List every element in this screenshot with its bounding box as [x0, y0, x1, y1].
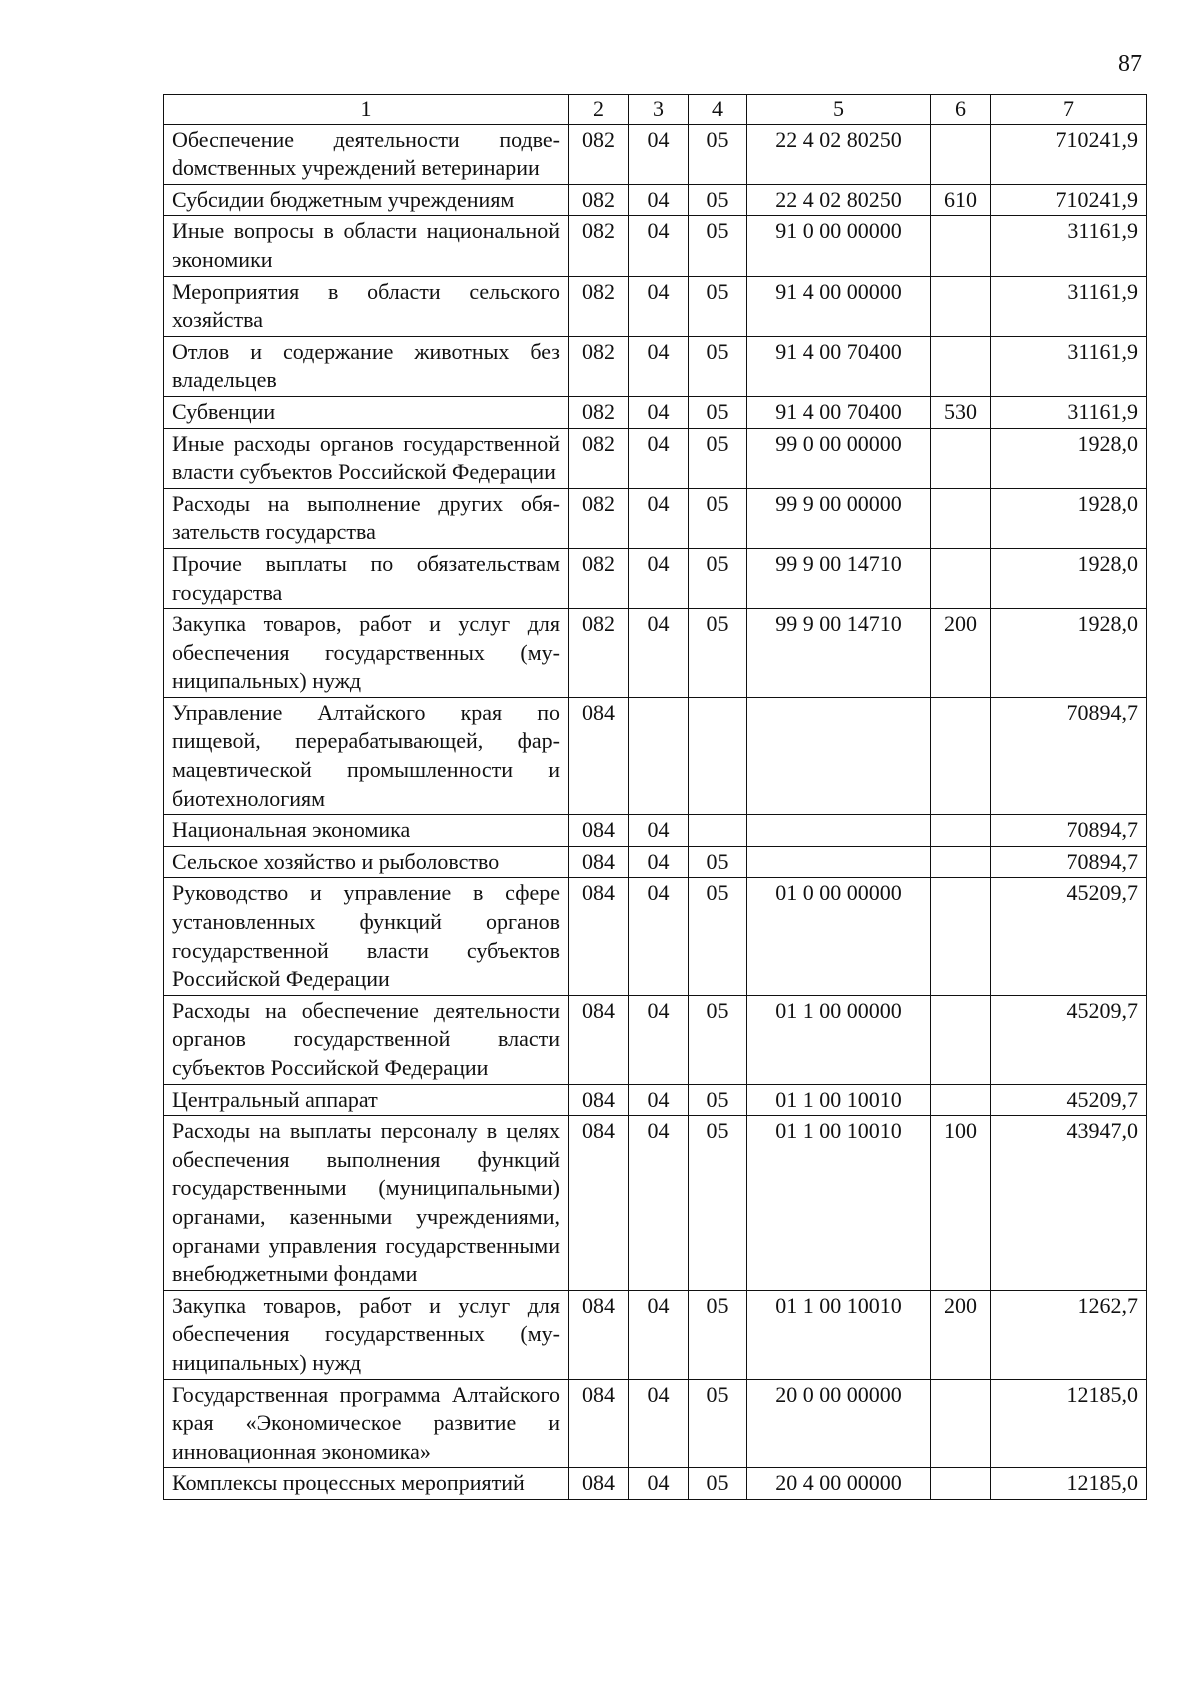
header-row: [164, 95, 1147, 125]
row-amount-cell: 12185,0: [991, 1379, 1147, 1468]
row-target-article-cell: 91 4 00 00000: [747, 276, 931, 336]
row-target-article-cell: 99 0 00 00000: [747, 428, 931, 488]
row-name-cell: Иные вопросы в области национальной экономики: [164, 216, 569, 276]
row-expense-type-cell: 530: [931, 396, 991, 428]
row-section-cell: 04: [629, 995, 689, 1084]
budget-table: [163, 94, 1147, 1500]
row-code-cell: 084: [569, 697, 629, 814]
row-amount-cell: 12185,0: [991, 1468, 1147, 1500]
table-row: [164, 216, 1147, 276]
row-target-article-cell: 91 0 00 00000: [747, 216, 931, 276]
row-expense-type-cell: 100: [931, 1116, 991, 1291]
row-name-cell: Расходы на выплаты персоналу в целях обеспечения выполнения функций государственными (муниципальными) органами, казенными учреждениями, органами управления государственными внебюджетными фондами: [164, 1116, 569, 1291]
row-target-article-cell: [747, 815, 931, 847]
row-section-cell: 04: [629, 609, 689, 698]
row-amount-cell: 1928,0: [991, 488, 1147, 548]
row-name-cell: Расходы на выполнение других обязательств государства: [164, 488, 569, 548]
row-target-article-cell: 01 1 00 10010: [747, 1116, 931, 1291]
row-expense-type-cell: [931, 846, 991, 878]
table-row: [164, 1116, 1147, 1291]
row-subsection-cell: 05: [689, 995, 747, 1084]
row-code-cell: 082: [569, 336, 629, 396]
row-name-cell: Обеспечение деятельности подвеdомственных учреждений ветеринарии: [164, 124, 569, 184]
row-code-cell: 082: [569, 124, 629, 184]
row-section-cell: 04: [629, 276, 689, 336]
column-header-2: 2: [569, 95, 629, 125]
row-target-article-cell: 91 4 00 70400: [747, 396, 931, 428]
row-target-article-cell: 01 1 00 10010: [747, 1290, 931, 1379]
row-section-cell: 04: [629, 396, 689, 428]
row-code-cell: 084: [569, 1468, 629, 1500]
row-amount-cell: 70894,7: [991, 697, 1147, 814]
column-header-7: 7: [991, 95, 1147, 125]
row-amount-cell: 1928,0: [991, 609, 1147, 698]
row-subsection-cell: 05: [689, 488, 747, 548]
row-expense-type-cell: [931, 276, 991, 336]
row-code-cell: 084: [569, 1290, 629, 1379]
row-target-article-cell: 22 4 02 80250: [747, 184, 931, 216]
row-name-cell: Закупка товаров, работ и услуг для обеспечения государственных (муниципальных) нужд: [164, 1290, 569, 1379]
row-section-cell: 04: [629, 846, 689, 878]
row-subsection-cell: 05: [689, 428, 747, 488]
row-expense-type-cell: [931, 995, 991, 1084]
row-name-cell: Отлов и содержание животных без владельцев: [164, 336, 569, 396]
table-row: [164, 184, 1147, 216]
column-header-5: 5: [747, 95, 931, 125]
row-subsection-cell: 05: [689, 1290, 747, 1379]
table-row: [164, 609, 1147, 698]
row-section-cell: 04: [629, 124, 689, 184]
page-number: 87: [1118, 51, 1142, 77]
row-amount-cell: 1928,0: [991, 428, 1147, 488]
row-subsection-cell: 05: [689, 1468, 747, 1500]
row-name-cell: Руководство и управление в сфере установленных функций органов государственной власти субъектов Российской Федерации: [164, 878, 569, 995]
table-row: [164, 1290, 1147, 1379]
table-row: [164, 548, 1147, 608]
row-subsection-cell: 05: [689, 216, 747, 276]
row-section-cell: 04: [629, 184, 689, 216]
table-row: [164, 846, 1147, 878]
table-row: [164, 396, 1147, 428]
row-section-cell: 04: [629, 815, 689, 847]
row-section-cell: 04: [629, 216, 689, 276]
table-row: [164, 276, 1147, 336]
row-section-cell: 04: [629, 336, 689, 396]
row-code-cell: 082: [569, 548, 629, 608]
row-code-cell: 082: [569, 488, 629, 548]
row-code-cell: 084: [569, 815, 629, 847]
row-section-cell: 04: [629, 1468, 689, 1500]
row-amount-cell: 70894,7: [991, 815, 1147, 847]
row-amount-cell: 45209,7: [991, 878, 1147, 995]
column-header-1: 1: [164, 95, 569, 125]
row-expense-type-cell: [931, 124, 991, 184]
row-name-cell: Управление Алтайского края по пищевой, перерабатывающей, фармацевтической промышленности и биотехнологиям: [164, 697, 569, 814]
row-amount-cell: 31161,9: [991, 396, 1147, 428]
column-header-4: 4: [689, 95, 747, 125]
row-code-cell: 084: [569, 995, 629, 1084]
row-code-cell: 084: [569, 1116, 629, 1291]
table-row: [164, 124, 1147, 184]
row-expense-type-cell: [931, 336, 991, 396]
row-expense-type-cell: [931, 428, 991, 488]
row-target-article-cell: [747, 697, 931, 814]
row-expense-type-cell: [931, 697, 991, 814]
row-name-cell: Центральный аппарат: [164, 1084, 569, 1116]
row-amount-cell: 45209,7: [991, 995, 1147, 1084]
row-amount-cell: 45209,7: [991, 1084, 1147, 1116]
table-row: [164, 1379, 1147, 1468]
row-expense-type-cell: [931, 488, 991, 548]
table-body: [164, 124, 1147, 1499]
row-subsection-cell: 05: [689, 1379, 747, 1468]
row-amount-cell: 31161,9: [991, 276, 1147, 336]
row-target-article-cell: 99 9 00 14710: [747, 609, 931, 698]
row-subsection-cell: [689, 697, 747, 814]
row-name-cell: Субвенции: [164, 396, 569, 428]
row-section-cell: [629, 697, 689, 814]
table-header: [164, 95, 1147, 125]
row-subsection-cell: 05: [689, 336, 747, 396]
row-expense-type-cell: 200: [931, 1290, 991, 1379]
row-subsection-cell: 05: [689, 609, 747, 698]
row-expense-type-cell: [931, 548, 991, 608]
row-code-cell: 082: [569, 216, 629, 276]
row-target-article-cell: 01 0 00 00000: [747, 878, 931, 995]
row-code-cell: 084: [569, 846, 629, 878]
row-code-cell: 082: [569, 609, 629, 698]
row-subsection-cell: [689, 815, 747, 847]
row-name-cell: Комплексы процессных мероприятий: [164, 1468, 569, 1500]
row-section-cell: 04: [629, 1379, 689, 1468]
row-section-cell: 04: [629, 1290, 689, 1379]
row-expense-type-cell: [931, 815, 991, 847]
row-subsection-cell: 05: [689, 878, 747, 995]
row-amount-cell: 70894,7: [991, 846, 1147, 878]
table-row: [164, 878, 1147, 995]
row-target-article-cell: 99 9 00 00000: [747, 488, 931, 548]
row-subsection-cell: 05: [689, 276, 747, 336]
table-row: [164, 1468, 1147, 1500]
row-name-cell: Мероприятия в области сельского хозяйства: [164, 276, 569, 336]
table-row: [164, 428, 1147, 488]
row-amount-cell: 43947,0: [991, 1116, 1147, 1291]
row-section-cell: 04: [629, 878, 689, 995]
row-target-article-cell: 20 4 00 00000: [747, 1468, 931, 1500]
row-amount-cell: 710241,9: [991, 124, 1147, 184]
row-target-article-cell: [747, 846, 931, 878]
row-expense-type-cell: 200: [931, 609, 991, 698]
row-section-cell: 04: [629, 428, 689, 488]
row-target-article-cell: 91 4 00 70400: [747, 336, 931, 396]
row-code-cell: 084: [569, 878, 629, 995]
row-name-cell: Субсидии бюджетным учреждениям: [164, 184, 569, 216]
table-row: [164, 697, 1147, 814]
row-name-cell: Национальная экономика: [164, 815, 569, 847]
row-subsection-cell: 05: [689, 846, 747, 878]
row-amount-cell: 31161,9: [991, 336, 1147, 396]
row-expense-type-cell: [931, 878, 991, 995]
row-amount-cell: 31161,9: [991, 216, 1147, 276]
row-name-cell: Закупка товаров, работ и услуг для обеспечения государственных (муниципальных) нужд: [164, 609, 569, 698]
row-target-article-cell: 99 9 00 14710: [747, 548, 931, 608]
row-target-article-cell: 01 1 00 10010: [747, 1084, 931, 1116]
column-header-6: 6: [931, 95, 991, 125]
row-subsection-cell: 05: [689, 124, 747, 184]
row-target-article-cell: 22 4 02 80250: [747, 124, 931, 184]
row-section-cell: 04: [629, 1116, 689, 1291]
row-subsection-cell: 05: [689, 184, 747, 216]
row-expense-type-cell: 610: [931, 184, 991, 216]
row-code-cell: 084: [569, 1379, 629, 1468]
row-name-cell: Государственная программа Алтайского края «Экономическое развитие и инновационная экономика»: [164, 1379, 569, 1468]
table-row: [164, 488, 1147, 548]
row-name-cell: Иные расходы органов государственной власти субъектов Российской Федерации: [164, 428, 569, 488]
row-expense-type-cell: [931, 216, 991, 276]
row-expense-type-cell: [931, 1084, 991, 1116]
table-row: [164, 815, 1147, 847]
row-subsection-cell: 05: [689, 1116, 747, 1291]
row-section-cell: 04: [629, 488, 689, 548]
row-amount-cell: 1928,0: [991, 548, 1147, 608]
row-code-cell: 082: [569, 396, 629, 428]
row-amount-cell: 710241,9: [991, 184, 1147, 216]
row-name-cell: Сельское хозяйство и рыболовство: [164, 846, 569, 878]
row-code-cell: 082: [569, 276, 629, 336]
row-name-cell: Прочие выплаты по обязательствам государства: [164, 548, 569, 608]
row-subsection-cell: 05: [689, 548, 747, 608]
row-subsection-cell: 05: [689, 396, 747, 428]
row-code-cell: 082: [569, 184, 629, 216]
table-row: [164, 1084, 1147, 1116]
column-header-3: 3: [629, 95, 689, 125]
row-section-cell: 04: [629, 1084, 689, 1116]
row-code-cell: 084: [569, 1084, 629, 1116]
row-subsection-cell: 05: [689, 1084, 747, 1116]
row-code-cell: 082: [569, 428, 629, 488]
table-row: [164, 336, 1147, 396]
table-row: [164, 995, 1147, 1084]
row-target-article-cell: 20 0 00 00000: [747, 1379, 931, 1468]
row-amount-cell: 1262,7: [991, 1290, 1147, 1379]
row-target-article-cell: 01 1 00 00000: [747, 995, 931, 1084]
row-expense-type-cell: [931, 1379, 991, 1468]
row-name-cell: Расходы на обеспечение деятельности органов государственной власти субъектов Российской Федерации: [164, 995, 569, 1084]
row-expense-type-cell: [931, 1468, 991, 1500]
row-section-cell: 04: [629, 548, 689, 608]
